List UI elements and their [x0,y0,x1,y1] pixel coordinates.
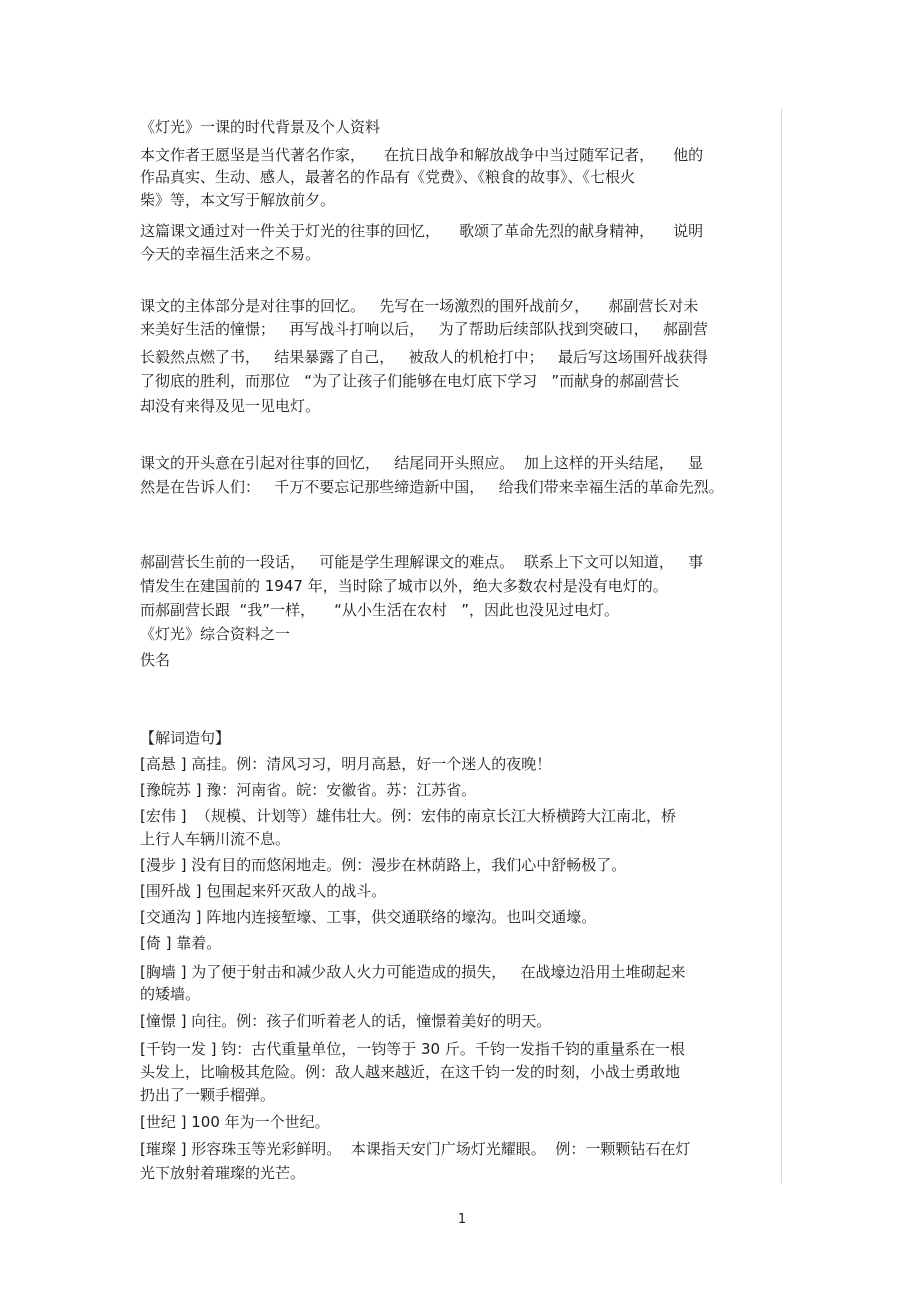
text-line: 情发生在建国前的 1947 年，当时除了城市以外，绝大多数农村是没有电灯的。 [140,577,668,595]
text-line: 了彻底的胜利，而那位 “为了让孩子们能够在电灯底下学习 ”而献身的郝副营长 [140,372,680,390]
definition-line: 扔出了一颗手榴弹。 [140,1086,276,1104]
text-line: 而郝副营长跟 “我”一样， “从小生活在农村 ”，因此也没见过电灯。 [140,601,619,619]
text-line: 本文作者王愿坚是当代著名作家， 在抗日战争和解放战争中当过随军记者， 他的 [140,146,704,164]
doc-title: 《灯光》一课的时代背景及个人资料 [140,118,381,136]
definition-line: [世纪 ] 100 年为一个世纪。 [140,1113,330,1131]
definition-line: 头发上，比喻极其危险。例：敌人越来越近，在这千钧一发的时刻，小战士勇敢地 [140,1063,681,1081]
definition-line: [倚 ] 靠着。 [140,934,222,952]
text-line: 然是在告诉人们： 千万不要忘记那些缔造新中国， 给我们带来幸福生活的革命先烈。 [140,478,724,496]
text-line: 课文的开头意在引起对往事的回忆， 结尾同开头照应。 加上这样的开头结尾， 显 [140,454,704,472]
definition-line: [宏伟 ] （规模、计划等）雄伟壮大。例：宏伟的南京长江大桥横跨大江南北，桥 [140,807,677,825]
definition-line: [千钧一发 ] 钧：古代重量单位，一钧等于 30 斤。千钧一发指千钧的重量系在一根 [140,1040,685,1058]
definition-line: [璀璨 ] 形容珠玉等光彩鲜明。 本课指天安门广场灯光耀眼。 例：一颗颗钻石在灯 [140,1140,691,1158]
definition-line: 上行人车辆川流不息。 [140,830,291,848]
text-line: 却没有来得及见一见电灯。 [140,397,321,415]
margin-line [781,108,782,1183]
definition-line: [憧憬 ] 向往。例：孩子们听着老人的话，憧憬着美好的明天。 [140,1012,552,1030]
section-title: 《灯光》综合资料之一 [140,625,291,643]
text-line: 柴》等，本文写于解放前夕。 [140,191,336,209]
definition-line: [胸墙 ] 为了便于射击和减少敌人火力可能造成的损失， 在战壕边沿用土堆砌起来 [140,963,686,981]
definition-line: 的矮墙。 [140,985,201,1003]
text-line: 郝副营长生前的一段话， 可能是学生理解课文的难点。 联系上下文可以知道， 事 [140,553,704,571]
text-line: 这篇课文通过对一件关于灯光的往事的回忆， 歌颂了革命先烈的献身精神， 说明 [140,222,704,240]
text-line: 长毅然点燃了书， 结果暴露了自己， 被敌人的机枪打中； 最后写这场围歼战获得 [140,348,708,366]
author-name: 佚名 [140,651,171,669]
definition-line: [围歼战 ] 包围起来歼灭敌人的战斗。 [140,882,387,900]
text-line: 来美好生活的憧憬； 再写战斗打响以后， 为了帮助后续部队找到突破口， 郝副营 [140,320,708,338]
text-line: 作品真实、生动、感人，最著名的作品有《党费》、《粮食的故事》、《七根火 [140,168,636,186]
section-heading: 【解词造句】 [140,729,231,747]
text-line: 课文的主体部分是对往事的回忆。 先写在一场激烈的围歼战前夕， 郝副营长对未 [140,297,699,315]
page-number: 1 [457,1212,467,1227]
definition-line: [高悬 ] 高挂。例：清风习习，明月高悬，好一个迷人的夜晚！ [140,755,552,773]
definition-line: [交通沟 ] 阵地内连接堑壕、工事，供交通联络的壕沟。也叫交通壕。 [140,908,597,926]
definition-line: 光下放射着璀璨的光芒。 [140,1164,306,1182]
text-line: 今天的幸福生活来之不易。 [140,245,321,263]
definition-line: [漫步 ] 没有目的而悠闲地走。例：漫步在林荫路上，我们心中舒畅极了。 [140,856,627,874]
definition-line: [豫皖苏 ] 豫：河南省。皖：安徽省。苏：江苏省。 [140,781,477,799]
